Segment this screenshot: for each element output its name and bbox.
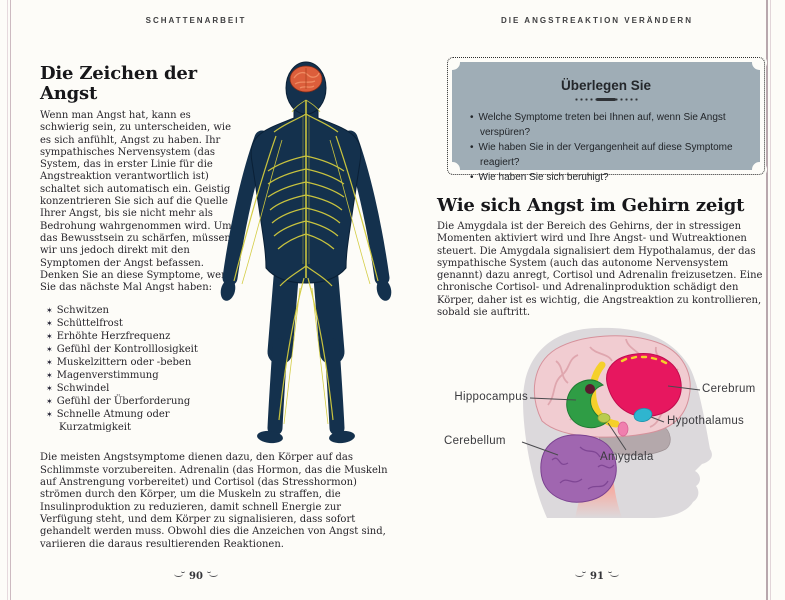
star-bullet-icon: ✶ [46, 319, 53, 329]
label-amygdala: Amygdala [600, 451, 654, 463]
star-bullet-icon: ✶ [46, 371, 53, 381]
symptom-text: Gefühl der Überforderung [56, 396, 191, 408]
ornament-right-icon [209, 571, 218, 577]
callout-title: Überlegen Sie [560, 78, 652, 93]
right-paragraph: Die Amygdala ist der Bereich des Gehirns, der in stressigen Momenten aktiviert wird und Ihre Angst- und Wutreaktionen steuert. Die Amygdala signalisiert dem Hypothalamus, der das sympathische System (auch das autonome Nervensystem genannt) dazu anregt, Cortisol und Adrenalin freizusetzen. Eine chronische Cortisol- und Adrenalinproduktion schädigt den Körper, daher ist es wichtig, die Angstreaktion zu kontrollieren, sobald sie auftritt. [437, 221, 763, 319]
running-head-left: SCHATTENARBEIT [145, 16, 247, 25]
callout-notch [752, 55, 767, 70]
symptom-text: Gefühl der Kontrolllosigkeit [56, 344, 198, 356]
star-bullet-icon: ✶ [46, 397, 53, 407]
symptom-text: Magenverstimmung [56, 370, 159, 382]
page-number-left: 90 [40, 571, 352, 582]
symptom-text: Muskelzittern oder -beben [56, 357, 192, 369]
dark-nucleus [585, 384, 595, 394]
page-edge-left-outer [7, 0, 8, 600]
left-paragraph-2: Die meisten Angstsymptome dienen dazu, den Körper auf das Schlimmste vorzubereiten. Adrenalin (das Hormon, das die Muskeln auf Anstrengung vorbereitet) und Cortisol (das Stresshormon) strömen durch den Körper, um die Muskeln zu straffen, die Insulinproduktion zu reduzieren, damit schnell Energie zur Verfügung steht, und dem Körper zu signalisieren, dass sofort gehandelt werden muss. Obwohl dies die Anzeichen von Angst sind, variieren die daraus resultierenden Reaktionen. [40, 452, 388, 550]
pituitary-region [618, 422, 628, 436]
callout-divider-icon [574, 98, 638, 101]
callout-question: • Wie haben Sie in der Vergangenheit auf diese Symptome reagiert? [470, 140, 746, 170]
left-page-content [40, 64, 392, 551]
label-cerebrum: Cerebrum [702, 383, 756, 395]
cerebellum-region [541, 435, 616, 502]
callout-question: • Wie haben Sie sich beruhigt? [470, 170, 746, 185]
star-bullet-icon: ✶ [46, 332, 53, 342]
symptom-text: Schüttelfrost [56, 318, 123, 330]
star-bullet-icon: ✶ [46, 358, 53, 368]
callout-notch [445, 55, 460, 70]
label-hypothalamus: Hypothalamus [667, 415, 745, 427]
ornament-right-icon [610, 571, 619, 577]
page-edge-left-inner [10, 0, 11, 600]
star-bullet-icon: ✶ [46, 410, 53, 420]
callout-notch [445, 162, 460, 177]
amygdala-region [598, 414, 610, 423]
label-cerebellum: Cerebellum [444, 435, 506, 447]
ornament-left-icon [575, 571, 584, 577]
star-bullet-icon: ✶ [46, 384, 53, 394]
body-illustration [238, 64, 392, 450]
brain-diagram [430, 325, 775, 565]
callout-notch [752, 162, 767, 177]
symptom-text: Schwindel [56, 383, 110, 395]
callout-question-list [452, 110, 760, 185]
left-paragraph-1: Wenn man Angst hat, kann es schwierig sein, zu unterscheiden, wie es sich anfühlt, Angst zu haben. Ihr sympathisches Nervensystem (das System, das in erster Linie für die Angstreaktion verantwortlich ist) schaltet sich automatisch ein. Geistig konzentrieren Sie sich auf die Quelle Ihrer Angst, bis sie nicht mehr als Bedrohung wahrgenommen wird. Um das Bewusstsein zu schärfen, müssen wir uns jedoch direkt mit den Symptomen der Angst befassen. Denken Sie an diese Symptome, wenn Sie das nächste Mal Angst haben: [40, 110, 234, 294]
running-head-right: DIE ANGSTREAKTION VERÄNDERN [501, 16, 693, 25]
label-hippocampus: Hippocampus [454, 391, 528, 403]
human-body-nervous-system-illustration [216, 56, 396, 452]
right-section-title: Wie sich Angst im Gehirn zeigt [437, 195, 745, 216]
callout-question: • Welche Symptome treten bei Ihnen auf, wenn Sie Angst verspüren? [470, 110, 746, 140]
symptom-text: Schnelle Atmung oder Kurzatmigkeit [56, 409, 170, 434]
left-section-title: Die Zeichen der Angst [40, 63, 197, 104]
page-number-right: 91 [441, 571, 753, 582]
star-bullet-icon: ✶ [46, 345, 53, 355]
ornament-left-icon [174, 571, 183, 577]
symptom-text: Schwitzen [56, 305, 109, 317]
symptom-text: Erhöhte Herzfrequenz [56, 331, 171, 343]
callout-box [452, 62, 760, 183]
star-bullet-icon: ✶ [46, 306, 53, 316]
